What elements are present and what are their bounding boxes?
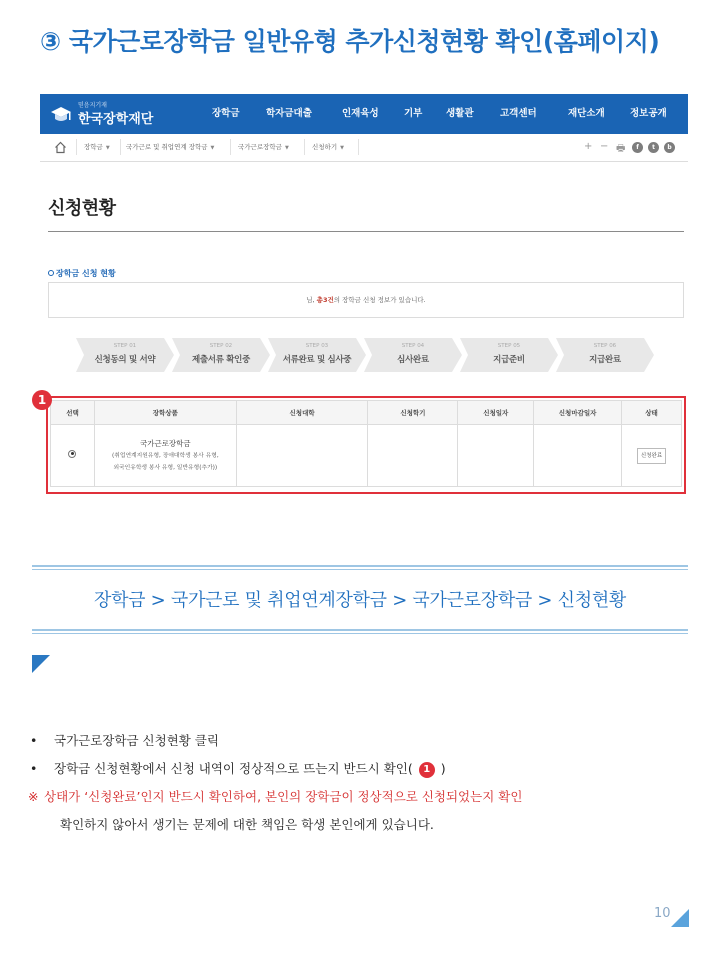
select-radio[interactable] (68, 450, 76, 458)
table-row[interactable] (51, 425, 682, 487)
menu-student-loan[interactable]: 학자금대출 (266, 108, 312, 119)
logo-subtitle: 믿음지기재 (78, 102, 107, 109)
step-2 (172, 338, 270, 372)
menu-dormitory[interactable]: 생활관 (446, 108, 474, 119)
breadcrumb-item[interactable] (312, 142, 344, 151)
university-cell (236, 425, 368, 487)
column-header-university: 신청대학 (236, 401, 368, 425)
band-bottom-thin-line (32, 633, 688, 634)
band-top-line (32, 565, 688, 567)
step-name: 제출서류 확인중 (191, 355, 251, 365)
step-number: STEP 06 (593, 343, 617, 349)
step-6 (556, 338, 654, 372)
bullet-dot: • (30, 733, 38, 748)
application-count: 총3건 (316, 296, 334, 304)
print-icon[interactable]: 🖶 (616, 143, 626, 154)
chevron-down-icon: ▼ (210, 145, 215, 151)
status-badge: 신청완료 (637, 448, 666, 464)
step-name: 지급준비 (493, 355, 525, 365)
band-bottom-line (32, 629, 688, 631)
site-logo[interactable] (48, 98, 168, 130)
chevron-down-icon: ▼ (284, 145, 289, 151)
step-name: 지급완료 (589, 355, 621, 365)
step-1 (76, 338, 174, 372)
breadcrumb-label: 국가근로장학금 (238, 143, 282, 151)
application-info-text (49, 295, 683, 304)
page-tools (584, 140, 680, 156)
application-table (50, 400, 682, 487)
step-number: STEP 01 (113, 343, 137, 349)
step-name: 심사완료 (397, 355, 429, 365)
chevron-down-icon: ▼ (105, 145, 110, 151)
step-number: STEP 05 (497, 343, 521, 349)
product-desc-line-1: (취업연계지원유형, 장애대학생 봉사 유형, (111, 452, 219, 459)
zoom-out-button[interactable]: − (600, 141, 609, 152)
product-title: 국가근로장학금 (139, 438, 191, 448)
list-item (28, 758, 698, 786)
slide-title: ③ 국가근로장학금 일반유형 추가신청현황 확인(홈페이지) (40, 27, 660, 56)
step-5 (460, 338, 558, 372)
breadcrumb-bar (40, 134, 688, 162)
page-title: 신청현황 (48, 198, 116, 219)
step-name: 서류완료 및 심사중 (282, 355, 352, 365)
chevron-down-icon: ▼ (340, 145, 344, 151)
warning-text-body: 상태가 ‘신청완료’인지 반드시 확인하여, 본인의 장학금이 정상적으로 신청되었는지 확인 (44, 789, 523, 804)
home-icon[interactable] (54, 141, 67, 154)
application-info-box (48, 282, 684, 318)
heading-divider (48, 231, 684, 232)
page-corner-triangle (671, 909, 689, 927)
top-navigation-bar (40, 94, 688, 134)
page-number: 10 (654, 906, 671, 921)
column-header-deadline: 신청마감일자 (534, 401, 622, 425)
location-pin-icon (48, 270, 54, 276)
breadcrumb-separator (120, 139, 121, 155)
section-label (48, 268, 116, 279)
list-item (28, 730, 698, 758)
reference-mark: ※ (28, 789, 39, 804)
progress-steps (76, 338, 656, 372)
column-header-semester: 신청학기 (368, 401, 458, 425)
column-header-product: 장학상품 (94, 401, 236, 425)
bullet-dot: • (30, 761, 38, 776)
band-top-thin-line (32, 569, 688, 570)
status-cell (622, 425, 682, 487)
website-screenshot (40, 94, 688, 504)
corner-triangle-decoration (32, 655, 50, 673)
step-3 (268, 338, 366, 372)
semester-cell (368, 425, 458, 487)
product-desc-line-2: 외국인유학생 봉사 유형, 일반유형(추가)) (113, 464, 218, 471)
step-4 (364, 338, 462, 372)
breadcrumb-separator (358, 139, 359, 155)
product-cell (94, 425, 236, 487)
highlighted-application-table (46, 396, 686, 494)
info-suffix: 의 장학금 신청 정보가 있습니다. (333, 296, 426, 304)
menu-path-band (32, 565, 688, 637)
breadcrumb-item[interactable] (238, 142, 289, 151)
step-number: STEP 04 (401, 343, 425, 349)
list-item-text: 국가근로장학금 신청현황 클릭 (54, 733, 219, 748)
twitter-icon[interactable]: t (648, 142, 659, 153)
breadcrumb-item[interactable] (126, 142, 214, 151)
section-label-text: 장학금 신청 현황 (56, 269, 116, 278)
menu-about[interactable]: 재단소개 (568, 108, 605, 119)
warning-text (28, 786, 698, 814)
breadcrumb-label: 장학금 (84, 143, 103, 151)
column-header-select: 선택 (51, 401, 95, 425)
info-prefix: 님, (306, 296, 317, 304)
instruction-list (28, 730, 698, 842)
select-cell (51, 425, 95, 487)
facebook-icon[interactable]: f (632, 142, 643, 153)
logo-text: 한국장학재단 (78, 112, 154, 127)
responsibility-note: 확인하지 않아서 생기는 문제에 대한 책임은 학생 본인에게 있습니다. (60, 817, 434, 832)
breadcrumb-label: 국가근로 및 취업연계 장학금 (126, 143, 208, 151)
menu-customer-center[interactable]: 고객센터 (500, 108, 537, 119)
breadcrumb-item[interactable] (84, 142, 110, 151)
callout-marker-1: 1 (32, 390, 52, 410)
deadline-cell (534, 425, 622, 487)
menu-scholarship[interactable]: 장학금 (212, 108, 240, 119)
graduation-cap-icon (50, 104, 72, 126)
column-header-status: 상태 (622, 401, 682, 425)
column-header-apply-date: 신청일자 (458, 401, 534, 425)
table-header-row (51, 401, 682, 425)
breadcrumb-separator (230, 139, 231, 155)
menu-donation[interactable]: 기부 (404, 108, 423, 119)
menu-talent[interactable]: 인재육성 (342, 108, 379, 119)
step-name: 신청동의 및 서약 (94, 355, 156, 365)
zoom-in-button[interactable]: + (584, 141, 593, 152)
list-item-text: 장학금 신청현황에서 신청 내역이 정상적으로 뜨는지 반드시 확인( (54, 761, 413, 776)
inline-marker-1: 1 (419, 762, 435, 778)
step-number: STEP 03 (305, 343, 329, 349)
list-item-text-end: ) (440, 761, 446, 776)
menu-path-text: 장학금 > 국가근로 및 취업연계장학금 > 국가근로장학금 > 신청현황 (93, 590, 626, 611)
step-number: STEP 02 (209, 343, 233, 349)
breadcrumb-label: 신청하기 (312, 143, 338, 151)
menu-disclosure[interactable]: 정보공개 (630, 108, 667, 119)
blog-icon[interactable]: b (664, 142, 675, 153)
breadcrumb-separator (76, 139, 77, 155)
breadcrumb-separator (304, 139, 305, 155)
apply-date-cell (458, 425, 534, 487)
